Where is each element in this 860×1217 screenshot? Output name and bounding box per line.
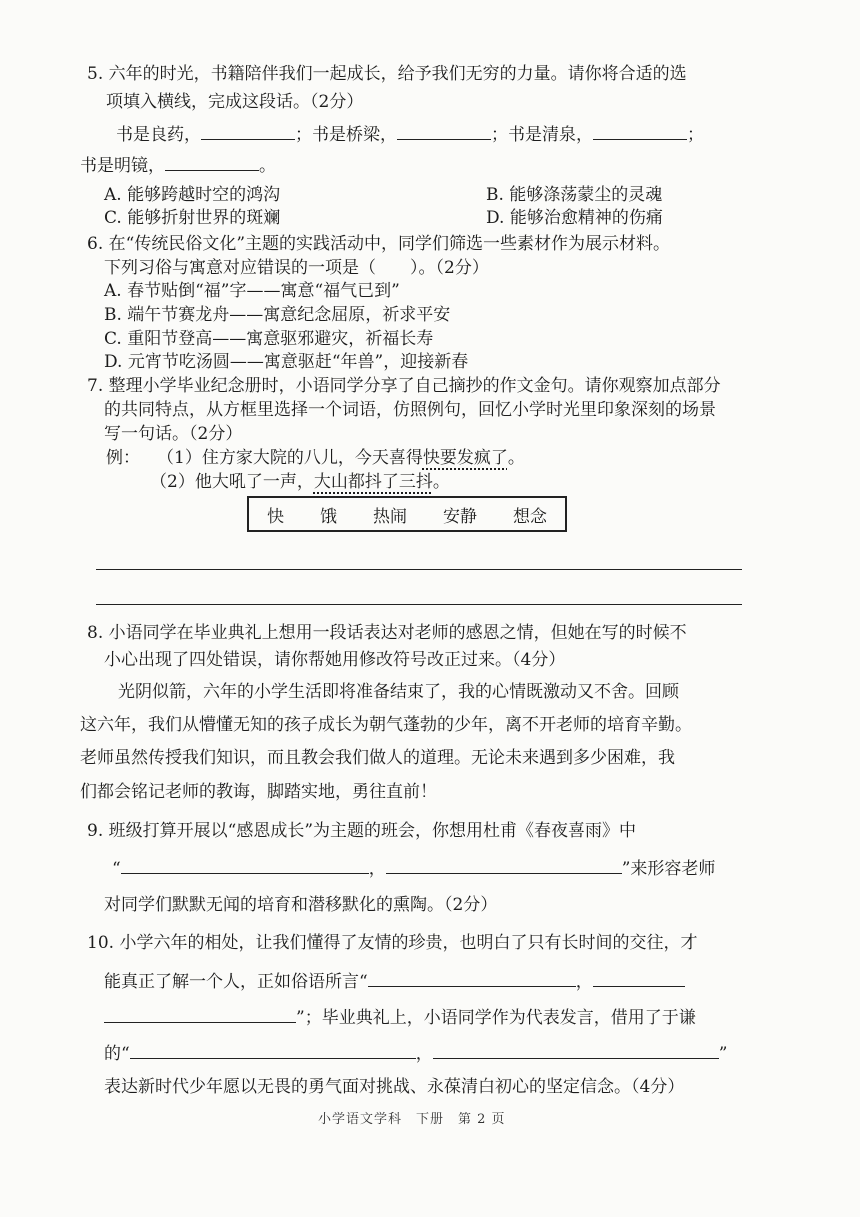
page-footer: 小学语文学科 下册 第 2 页: [318, 1112, 506, 1127]
q8-line2: 小心出现了四处错误，请你帮她用修改符号改正过来。（4分）: [104, 650, 566, 670]
q5-blank-4[interactable]: [165, 152, 259, 171]
q5-option-b: B. 能够涤荡蒙尘的灵魂: [486, 185, 663, 205]
q5-option-a: A. 能够跨越时空的鸿沟: [104, 185, 281, 205]
q7-answer-line-1[interactable]: [96, 569, 742, 570]
q5-line1: 5. 六年的时光，书籍陪伴我们一起成长，给予我们无穷的力量。请你将合适的选: [87, 64, 687, 84]
q5-fill-line-2: 书是明镜， 。: [80, 152, 276, 178]
q7-word-box: [247, 496, 567, 532]
q7-word-1: 快: [267, 506, 284, 527]
q9-fill-line: “ ， ”来形容老师: [112, 855, 715, 881]
q10-blank-2b[interactable]: [104, 1004, 296, 1023]
q7-example-2: （2）他大吼了一声，大山都抖了三抖。: [150, 472, 450, 492]
q7-line2: 的共同特点，从方框里选择一个词语，仿照例句，回忆小学时光里印象深刻的场景: [104, 400, 716, 420]
q7-word-3: 热闹: [373, 506, 407, 527]
q10-blank-4[interactable]: [433, 1040, 719, 1059]
q9-line1: 9. 班级打算开展以“感恩成长”为主题的班会，你想用杜甫《春夜喜雨》中: [87, 821, 637, 841]
q5-blank-3[interactable]: [593, 121, 687, 140]
q7-example-1: 例： （1）住方家大院的八儿，今天喜得快要发疯了。: [106, 448, 525, 468]
q6-option-c: C. 重阳节登高——寓意驱邪避灾，祈福长寿: [104, 329, 434, 349]
q5-fill-line: 书是良药， ；书是桥梁， ；书是清泉， ；: [116, 121, 704, 147]
q7-word-4: 安静: [443, 506, 477, 527]
q5-line2: 项填入横线，完成这段话。（2分）: [106, 92, 364, 112]
q10-line5: 表达新时代少年愿以无畏的勇气面对挑战、永葆清白初心的坚定信念。（4分）: [104, 1077, 685, 1097]
q10-line4: 的“ ， ”: [104, 1040, 727, 1066]
q10-blank-2a[interactable]: [593, 968, 685, 987]
q7-example-1-dotted: 快要发疯了: [422, 448, 508, 468]
q10-line2: 能真正了解一个人，正如俗语所言“ ，: [104, 968, 685, 994]
q5-blank-2[interactable]: [397, 121, 491, 140]
q5-option-d: D. 能够治愈精神的伤痛: [486, 208, 663, 228]
q8-paragraph-1: 光阴似箭，六年的小学生活即将准备结束了，我的心情既激动又不舍。回顾: [118, 682, 679, 702]
q10-line3: ”；毕业典礼上，小语同学作为代表发言，借用了于谦: [104, 1004, 696, 1030]
q6-option-b: B. 端午节赛龙舟——寓意纪念屈原，祈求平安: [104, 305, 451, 325]
q8-line1: 8. 小语同学在毕业典礼上想用一段话表达对老师的感恩之情，但她在写的时候不: [87, 623, 687, 643]
q5-option-c: C. 能够折射世界的斑斓: [104, 208, 281, 228]
q9-line3: 对同学们默默无闻的培育和潜移默化的熏陶。（2分）: [104, 895, 498, 915]
q7-word-5: 想念: [513, 506, 547, 527]
q6-line1: 6. 在“传统民俗文化”主题的实践活动中，同学们筛选一些素材作为展示材料。: [87, 234, 671, 254]
q8-paragraph-4: 们都会铭记老师的教诲，脚踏实地，勇往直前！: [80, 782, 437, 802]
q10-line1: 10. 小学六年的相处，让我们懂得了友情的珍贵，也明白了只有长时间的交往，才: [87, 933, 698, 953]
q6-line2: 下列习俗与寓意对应错误的一项是（ ）。（2分）: [104, 258, 489, 278]
q7-word-2: 饿: [320, 506, 337, 527]
q10-blank-3[interactable]: [130, 1040, 416, 1059]
q6-option-d: D. 元宵节吃汤圆——寓意驱赶“年兽”，迎接新春: [104, 352, 469, 372]
q8-paragraph-3: 老师虽然传授我们知识，而且教会我们做人的道理。无论未来遇到多少困难，我: [80, 748, 675, 768]
q5-blank-1[interactable]: [201, 121, 295, 140]
q10-blank-1[interactable]: [368, 968, 576, 987]
q9-blank-1[interactable]: [121, 855, 369, 874]
q6-option-a: A. 春节贴倒“福”字——寓意“福气已到”: [104, 281, 400, 301]
q7-line1: 7. 整理小学毕业纪念册时，小语同学分享了自己摘抄的作文金句。请你观察加点部分: [87, 376, 721, 396]
q7-example-2-dotted: 大山都抖了三抖: [313, 472, 433, 492]
q7-line3: 写一句话。（2分）: [104, 424, 243, 444]
q9-blank-2[interactable]: [386, 855, 622, 874]
q7-answer-line-2[interactable]: [96, 604, 742, 605]
q8-paragraph-2: 这六年，我们从懵懂无知的孩子成长为朝气蓬勃的少年，离不开老师的培育辛勤。: [80, 715, 692, 735]
